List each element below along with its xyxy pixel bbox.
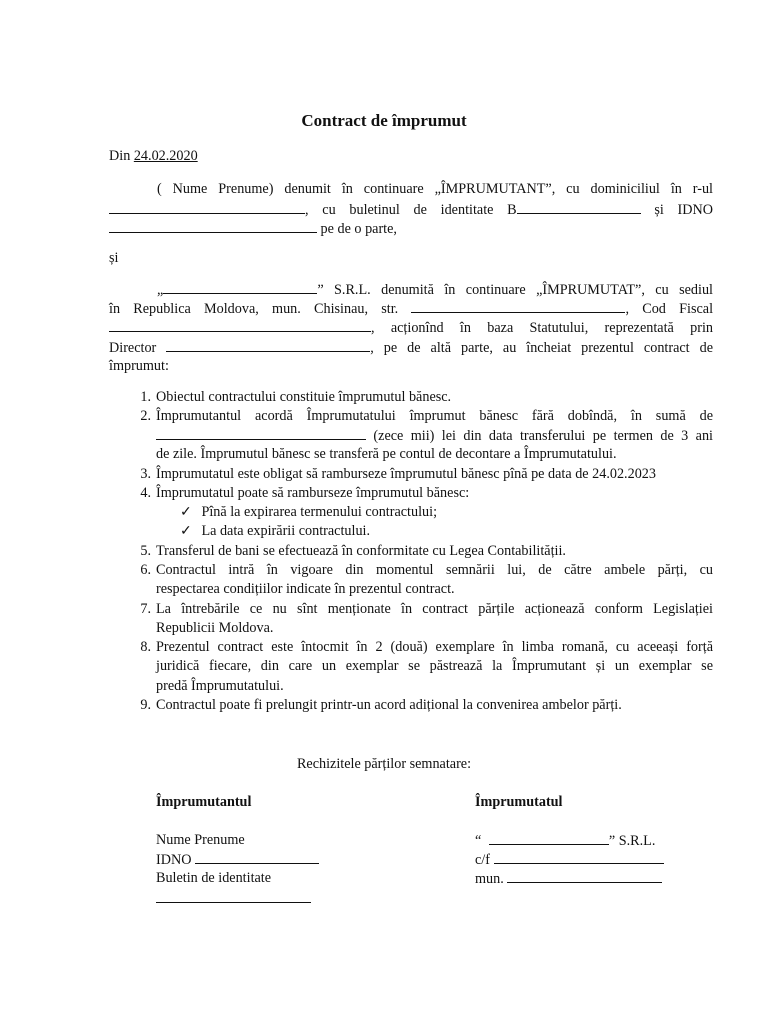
clause-text: (zece mii) lei din data transferului pe termen de 3 ani <box>156 426 713 445</box>
lender-id-card: Buletin de identitate <box>156 870 272 886</box>
idno-blank <box>109 219 317 233</box>
clause-number: 2. <box>140 408 151 424</box>
street-blank <box>411 299 625 313</box>
party2-line-4: Director , pe de altă parte, au încheiat prezentul contract de <box>109 340 713 356</box>
clause-text: respectarea condițiilor indicate în prezentul contract. <box>156 581 455 597</box>
borrower-cf-blank <box>494 850 664 864</box>
clause-text: Contractul intră în vigoare din momentul semnării lui, de către ambele părți, cu <box>156 562 713 578</box>
lender-idno: IDNO <box>156 850 319 869</box>
checkmark-icon: ✓ <box>180 523 192 539</box>
check-item: ✓ Pînă la expirarea termenului contractului; <box>180 504 438 520</box>
address-blank <box>109 200 305 214</box>
clause-number: 9. <box>140 697 151 713</box>
lender-id-card-blank <box>156 889 311 903</box>
borrower-name: “ ” S.R.L. <box>475 833 656 849</box>
clause-text: de zile. Împrumutul bănesc se transferă pe contul de decontare a Împrumutatului. <box>156 446 617 462</box>
clause-text: predă Împrumutatului. <box>156 678 284 694</box>
director-blank <box>166 338 370 352</box>
borrower-heading: Împrumutatul <box>475 794 563 810</box>
clause-number: 4. <box>140 485 151 501</box>
clause-text: Transferul de bani se efectuează în conformitate cu Legea Contabilității. <box>156 543 566 559</box>
requisites-heading: Rechizitele părților semnatare: <box>296 756 472 772</box>
conjunction-si: și <box>109 250 119 266</box>
fiscal-code-blank <box>109 318 371 332</box>
clause-text: Prezentul contract este întocmit în 2 (două) exemplare în limba romană, cu aceeași forță <box>156 639 713 655</box>
check-item: ✓ La data expirării contractului. <box>180 523 371 539</box>
date-value: 24.02.2020 <box>133 148 198 164</box>
clause-text: Contractul poate fi prelungit printr-un acord adițional la convenirea ambelor părți. <box>156 697 622 713</box>
clause-text: juridică fiecare, din care un exemplar se păstrează la Împrumutant și un exemplar se <box>156 658 713 674</box>
company-name-blank <box>163 280 317 294</box>
clause-text: Împrumutatul poate să ramburseze împrumutul bănesc: <box>156 485 470 501</box>
borrower-name-blank <box>489 831 609 845</box>
clause-number: 6. <box>140 562 151 578</box>
borrower-mun: mun. <box>475 869 662 888</box>
clause-number: 3. <box>140 466 151 482</box>
intro-line-2: , cu buletinul de identitate B și IDNO <box>109 200 713 219</box>
clause-text: Republicii Moldova. <box>156 620 274 636</box>
date-prefix: Din <box>109 148 131 164</box>
lender-heading: Împrumutantul <box>156 794 252 810</box>
clause-text: Împrumutantul acordă Împrumutatului împrumut bănesc fără dobîndă, în sumă de <box>156 408 713 424</box>
document-title: Contract de împrumut <box>301 111 467 130</box>
party2-line-5: împrumut: <box>109 358 169 374</box>
clause-number: 1. <box>140 389 151 405</box>
clause-number: 5. <box>140 543 151 559</box>
party2-line-3: , acționînd în baza Statutului, reprezentată prin <box>109 318 713 337</box>
id-card-blank <box>517 200 641 214</box>
amount-blank <box>156 426 366 440</box>
clause-text: Împrumutatul este obligat să ramburseze împrumutul bănesc pînă pe data de 24.02.2023 <box>156 466 656 482</box>
clause-text: La întrebările ce nu sînt menționate în contract părțile acționează conform Legislației <box>156 601 713 617</box>
clause-text: Obiectul contractului constituie împrumutul bănesc. <box>156 389 452 405</box>
intro-line-1: ( Nume Prenume) denumit în continuare „ÎMPRUMUTANT”, cu dominiciliul în r-ul <box>157 181 713 197</box>
borrower-cf: c/f <box>475 850 664 869</box>
clause-number: 7. <box>140 601 151 617</box>
lender-id-card-line <box>156 889 311 908</box>
borrower-mun-blank <box>507 869 662 883</box>
lender-idno-blank <box>195 850 319 864</box>
party2-line-1: „ ” S.R.L. denumită în continuare „ÎMPRUMUTAT”, cu sediul <box>157 282 713 298</box>
intro-line-3: pe de o parte, <box>109 219 397 238</box>
clause-number: 8. <box>140 639 151 655</box>
contract-date <box>109 147 198 165</box>
party2-line-2: în Republica Moldova, mun. Chisinau, str. , Cod Fiscal <box>109 301 714 317</box>
checkmark-icon: ✓ <box>180 504 192 520</box>
lender-name: Nume Prenume <box>156 832 245 848</box>
